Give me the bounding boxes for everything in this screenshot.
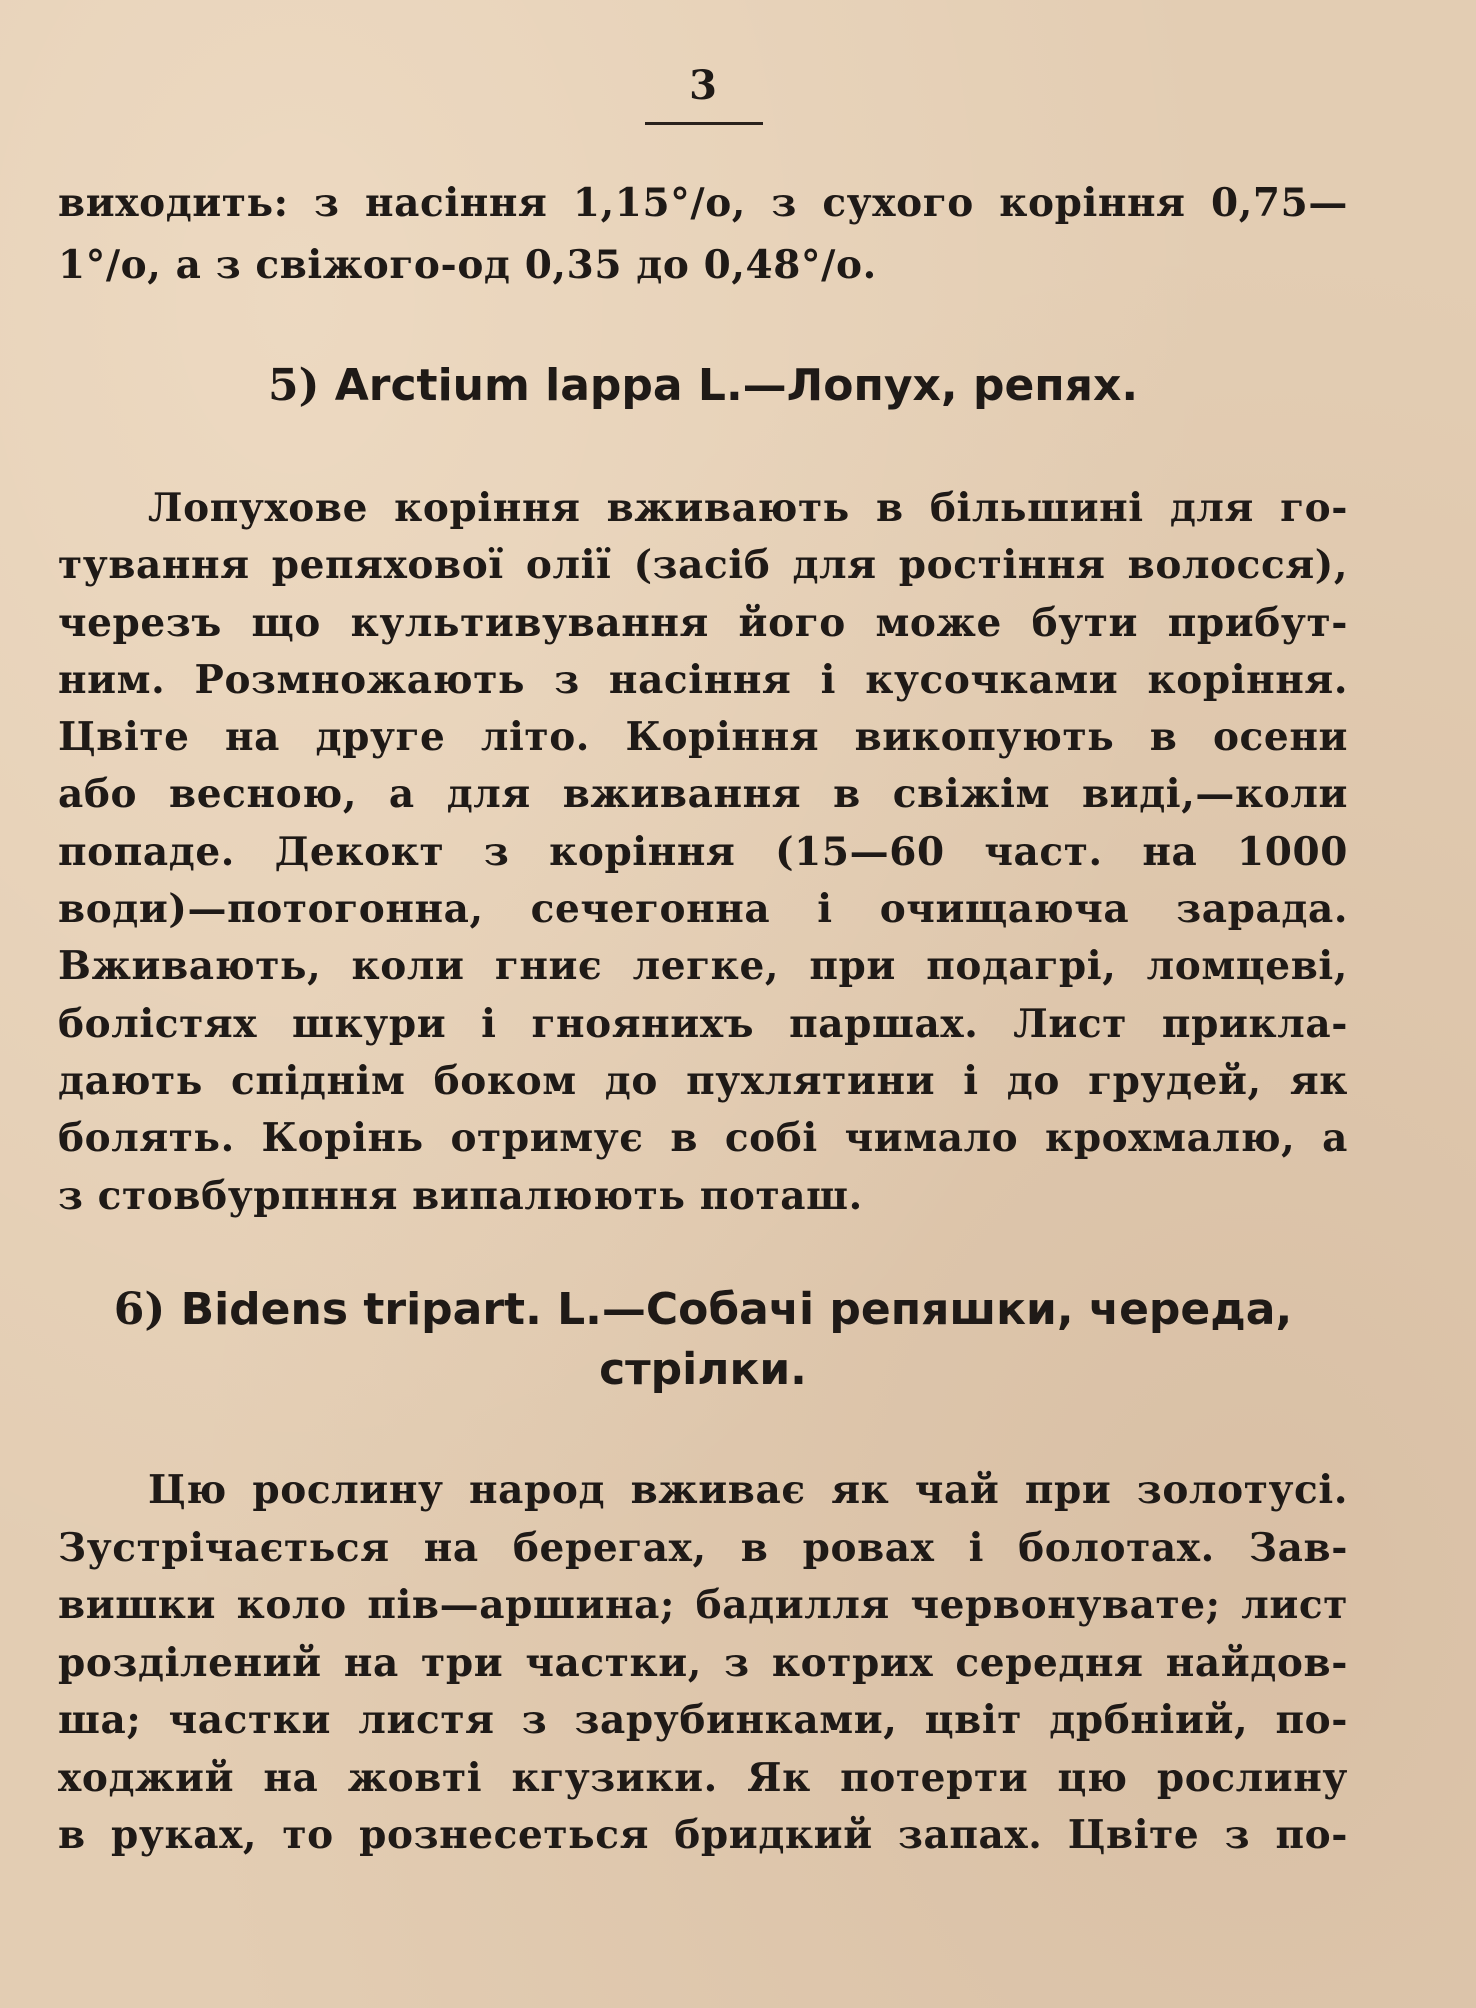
text-line: болять. Корінь отримує в собі чимало крохмалю, а <box>58 1115 1348 1162</box>
text-line: Вживають, коли гниє легке, при подагрі, ломцеві, <box>58 943 1348 990</box>
text-line: Лопухове коріння вживають в більшині для го- <box>148 485 1348 531</box>
section-6-title: Bidens tripart. L.—Собачі репяшки, череда, <box>180 1284 1293 1335</box>
section-5-title: Arctium lappa L.—Лопух, репях. <box>334 360 1139 411</box>
text-line: Зустрічається на берегах, в ровах і болотах. Зав- <box>58 1524 1348 1571</box>
text-line: дають спіднім боком до пухлятини і до грудей, як <box>58 1057 1348 1104</box>
text-line: тування репяхової олії (засіб для ростіння волосся), <box>58 542 1348 589</box>
section-6-title-line-2: стрілки. <box>599 1344 807 1395</box>
text-line: ходжий на жовті кгузики. Як потерти цю рослину <box>58 1754 1348 1801</box>
text-line: Цю рослину народ вживає як чай при золотусі. <box>148 1467 1348 1513</box>
text-line: з стовбурпння випалюють поташ. <box>58 1172 863 1219</box>
section-5-number: 5) <box>267 360 320 411</box>
intro-paragraph <box>58 172 1348 296</box>
text-line: ша; частки листя з зарубинками, цвіт дрбніий, по- <box>58 1697 1348 1743</box>
text-line: ним. Розмножають з насіння і кусочками коріння. <box>58 656 1348 703</box>
text-line: Цвіте на друге літо. Коріння викопують в осени <box>58 714 1348 761</box>
section-6-number: 6) <box>113 1284 166 1335</box>
text-line: черезъ що культивування його може бути прибут- <box>58 599 1348 646</box>
section-6-paragraph <box>58 1462 1348 1865</box>
text-line: в руках, то рознесеться бридкий запах. Цвіте з по- <box>58 1812 1348 1858</box>
section-5-heading <box>58 356 1348 416</box>
section-6-title-line-1 <box>58 1280 1348 1340</box>
section-6-heading <box>58 1280 1348 1400</box>
text-line: або весною, а для вживання в свіжім виді,—коли <box>58 771 1348 818</box>
text-line: попаде. Декокт з коріння (15—60 част. на 1000 <box>58 828 1348 875</box>
page-number: 3 <box>689 62 717 109</box>
text-line: виходить: з насіння 1,15°/о, з сухого коріння 0,75— <box>58 180 1348 226</box>
text-line: болістях шкури і гнояниxъ паршах. Лист прикла- <box>58 1000 1348 1047</box>
text-line: вишки коло пів—аршина; бадилля червонувате; лист <box>58 1582 1348 1628</box>
text-line: розділений на три частки, з котрих середня найдов- <box>58 1639 1348 1686</box>
text-line: води)—потогонна, сечегонна і очищаюча зарада. <box>58 886 1348 933</box>
text-line: 1°/о, а з свіжого-од 0,35 до 0,48°/о. <box>58 242 877 288</box>
section-5-paragraph <box>58 480 1348 1225</box>
page-number-rule <box>645 122 763 125</box>
